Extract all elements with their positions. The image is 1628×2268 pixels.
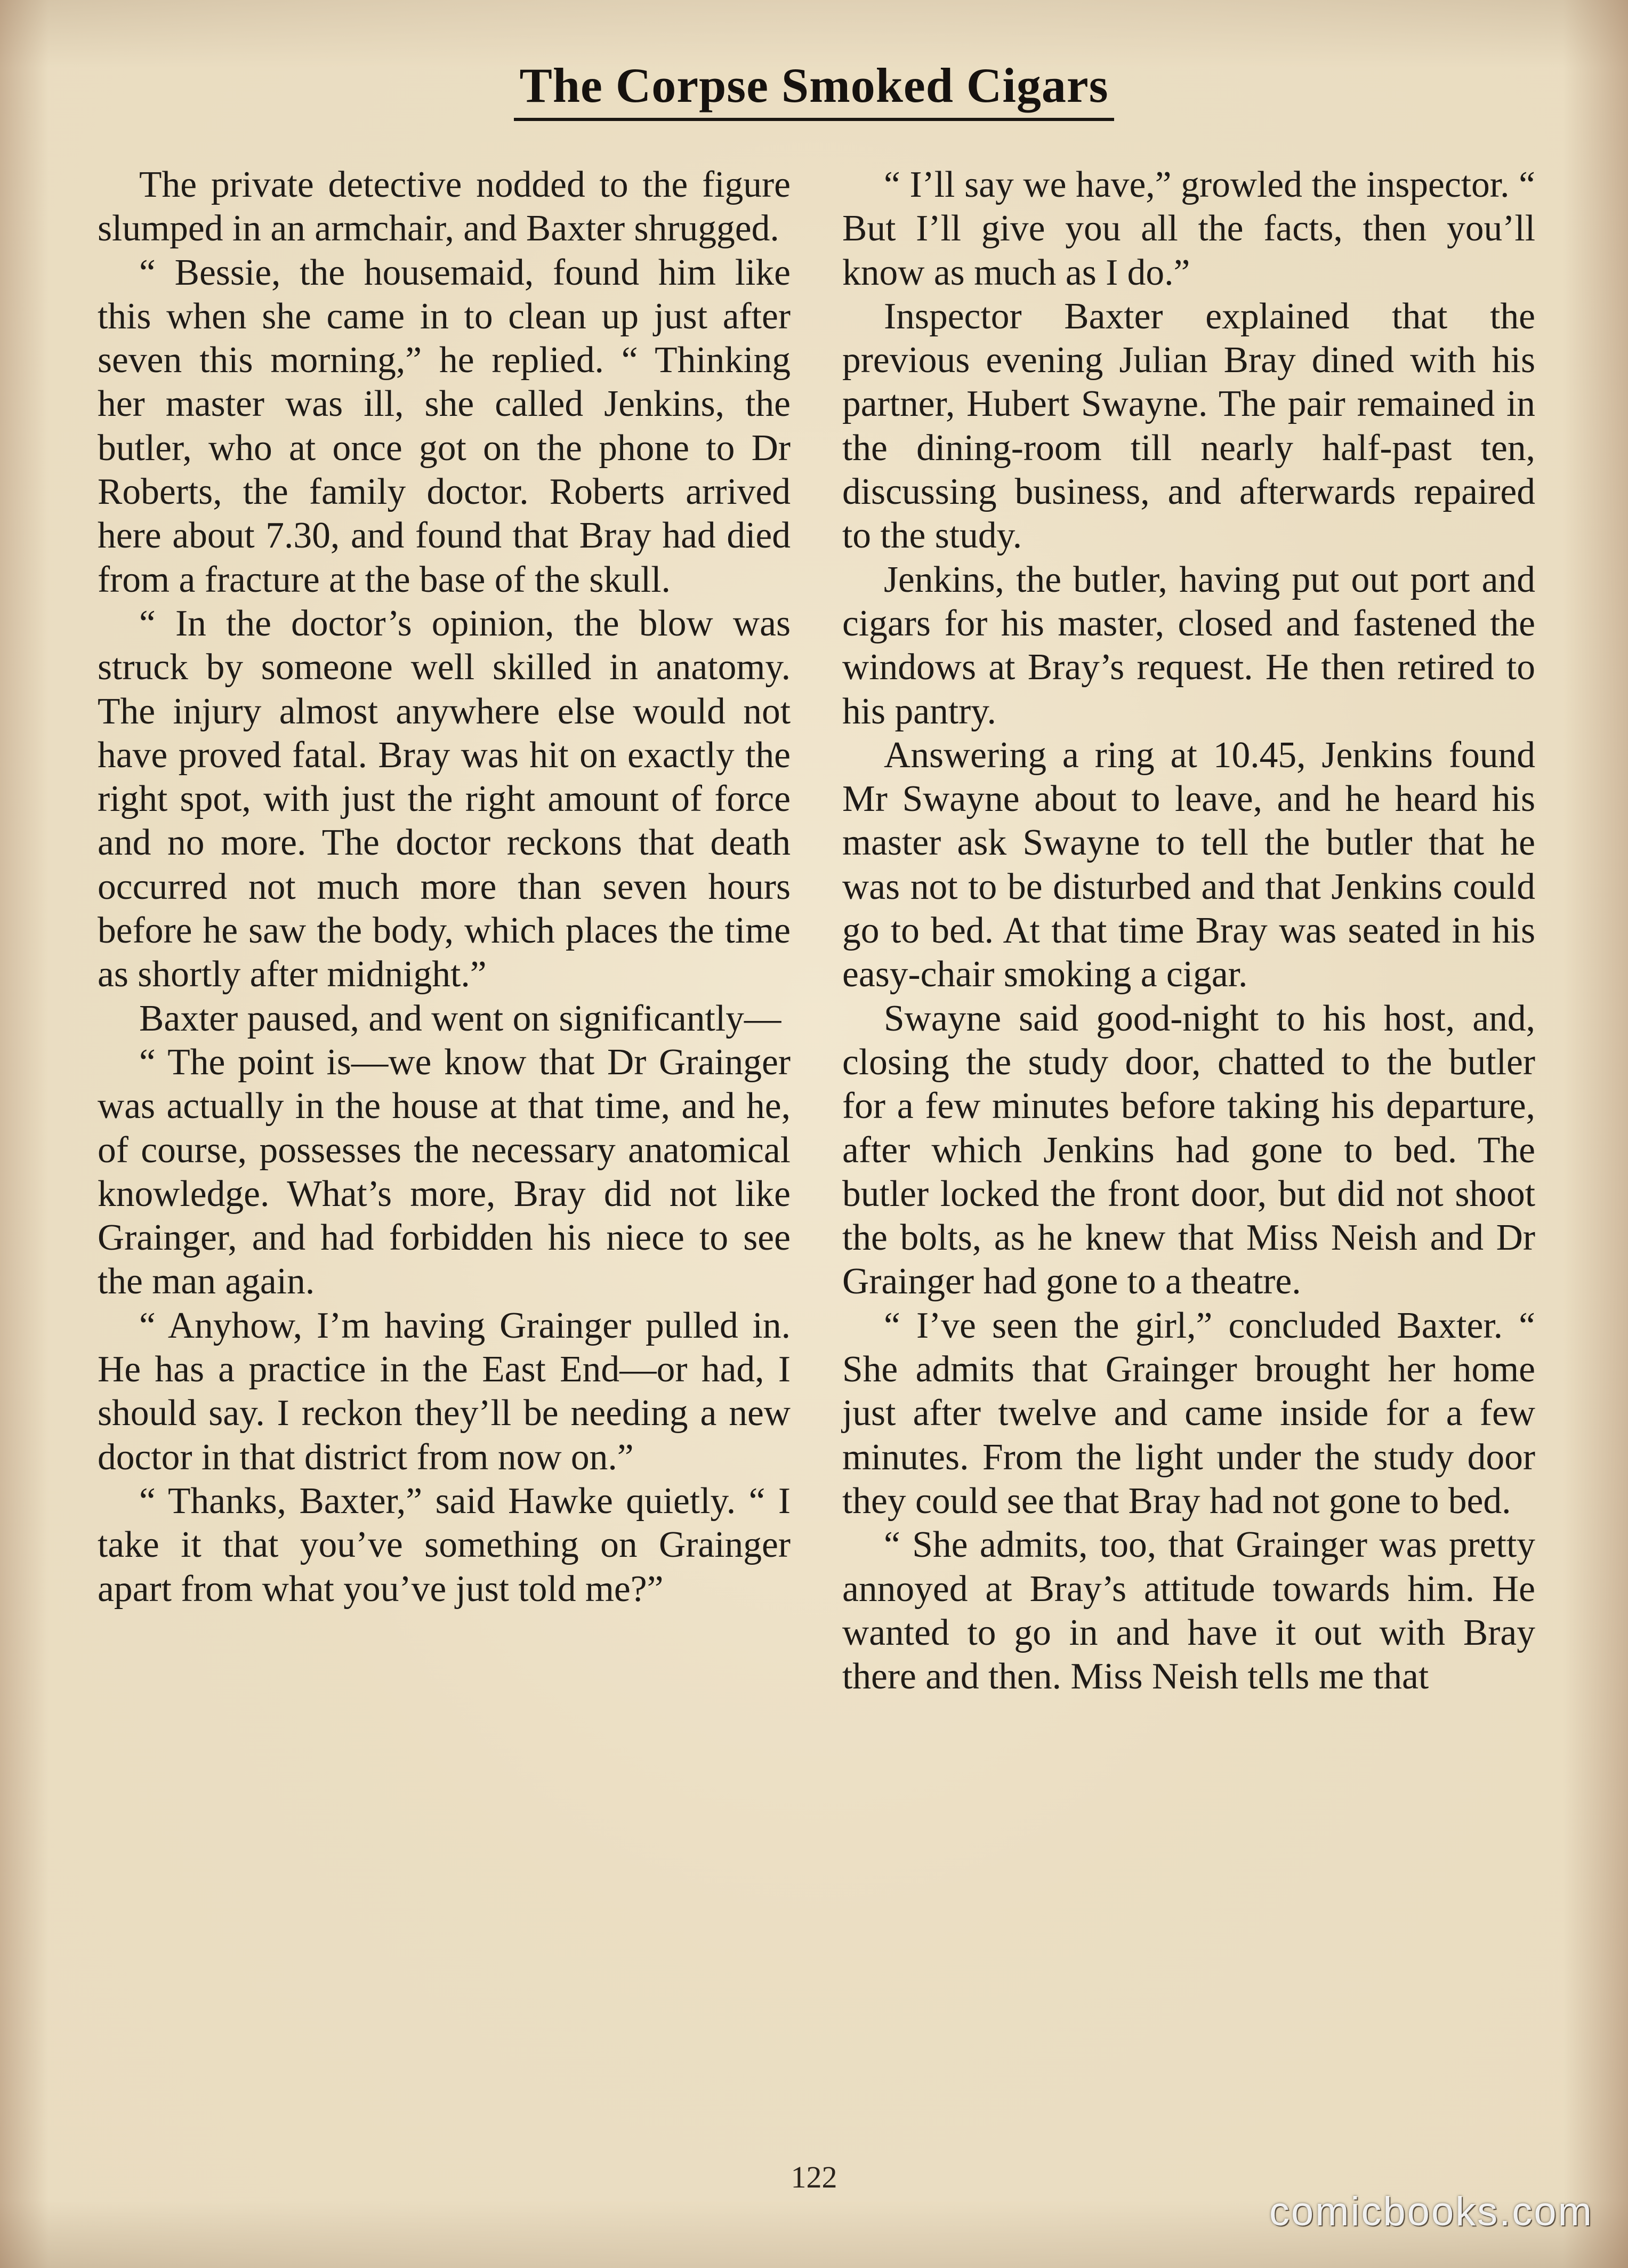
paragraph: “ The point is—we know that Dr Grainger was actually in the house at that time, and he, of course, possesses the necessary anatomical knowledge. What’s more, Bray did not like Grainger, and had forbidden his niece to see the man again. <box>98 1041 791 1302</box>
paragraph: “ Thanks, Baxter,” said Hawke quietly. “ I take it that you’ve something on Grainger apart from what you’ve just told me?” <box>98 1480 791 1610</box>
paragraph: “ I’ve seen the girl,” concluded Baxter. “ She admits that Grainger brought her home just after twelve and came inside for a few minutes. From the light under the study door they could see that Bray had not gone to bed. <box>842 1305 1535 1522</box>
paragraph: “ Anyhow, I’m having Grainger pulled in. He has a practice in the East End—or had, I should say. I reckon they’ll be needing a new doctor in that district from now on.” <box>98 1305 791 1478</box>
page-title: The Corpse Smoked Cigars <box>514 60 1114 121</box>
paragraph: The private detective nodded to the figure slumped in an armchair, and Baxter shrugged. <box>98 164 791 250</box>
paragraph: “ She admits, too, that Grainger was pretty annoyed at Bray’s attitude towards him. He wanted to go in and have it out with Bray there and then. Miss Neish tells me that <box>842 1524 1535 1698</box>
watermark-logo: comicbooks.com <box>1269 2189 1593 2234</box>
page-header <box>0 60 1628 121</box>
paragraph: “ Bessie, the housemaid, found him like this when she came in to clean up just after seven this morning,” he replied. “ Thinking her master was ill, she called Jenkins, the butler, who at once got on the phone to Dr Roberts, the family doctor. Roberts arrived here about 7.30, and found that Bray had died from a fracture at the base of the skull. <box>98 252 791 600</box>
paragraph: Swayne said good-night to his host, and, closing the study door, chatted to the butler for a few minutes before taking his departure, after which Jenkins had gone to bed. The butler locked the front door, but did not shoot the bolts, as he knew that Miss Neish and Dr Grainger had gone to a theatre. <box>842 998 1535 1302</box>
paragraph: Baxter paused, and went on significantly— <box>139 998 781 1039</box>
paragraph: Inspector Baxter explained that the previous evening Julian Bray dined with his partner, Hubert Swayne. The pair remained in the dining-room till nearly half-past ten, discussing business, and afterwards repaired to the study. <box>842 295 1535 557</box>
paragraph: “ I’ll say we have,” growled the inspector. “ But I’ll give you all the facts, then you’ll know as much as I do.” <box>842 164 1535 293</box>
paragraph: Jenkins, the butler, having put out port and cigars for his master, closed and fastened the windows at Bray’s request. He then retired to his pantry. <box>842 559 1535 732</box>
left-column <box>98 163 791 1611</box>
paragraph: Answering a ring at 10.45, Jenkins found Mr Swayne about to leave, and he heard his master ask Swayne to tell the butler that he was not to be disturbed and that Jenkins could go to bed. At that time Bray was seated in his easy-chair smoking a cigar. <box>842 734 1535 995</box>
paragraph: “ In the doctor’s opinion, the blow was struck by someone well skilled in anatomy. The injury almost anywhere else would not have proved fatal. Bray was hit on exactly the right spot, with just the right amount of force and no more. The doctor reckons that death occurred not much more than seven hours before he saw the body, which places the time as shortly after midnight.” <box>98 602 791 995</box>
right-column <box>842 163 1535 1699</box>
page-number: 122 <box>791 2160 837 2194</box>
